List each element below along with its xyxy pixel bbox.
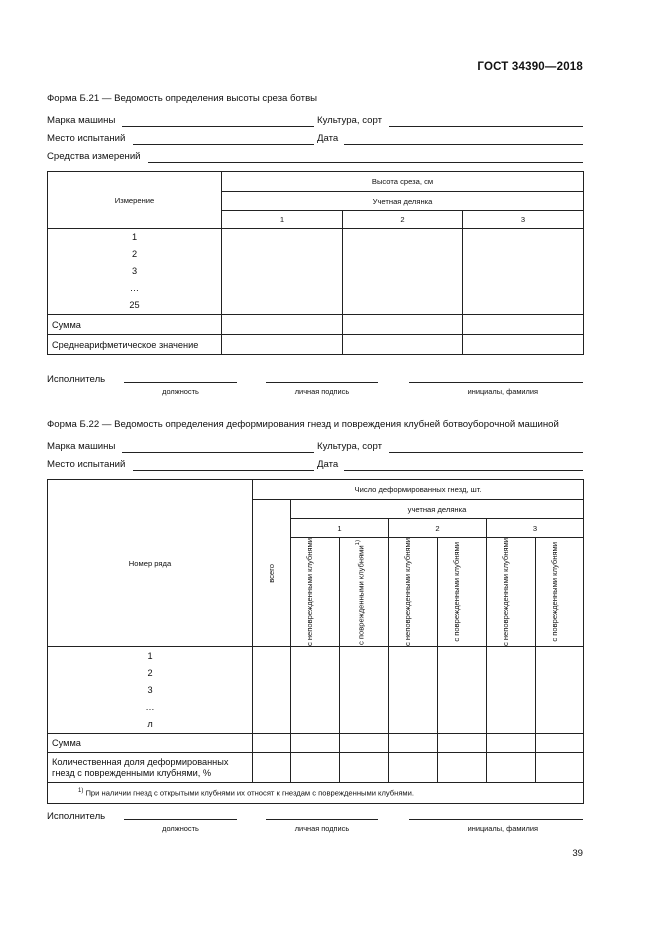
mean-row-label: Среднеарифметическое значение <box>48 335 222 355</box>
table-cell <box>487 647 536 734</box>
table-cell <box>253 734 291 753</box>
list-item: 1 <box>147 650 153 661</box>
table-cell <box>253 647 291 734</box>
instruments-line <box>148 162 583 163</box>
signature-line <box>266 382 378 383</box>
plot-2-header: 2 <box>389 519 487 538</box>
table-cell <box>343 229 463 315</box>
table-cell <box>463 315 584 335</box>
row-numbers <box>48 647 253 734</box>
machine-label: Марка машины <box>47 115 116 126</box>
table-cell <box>291 734 340 753</box>
signature-line <box>266 819 378 820</box>
table-cell <box>463 335 584 355</box>
list-item: 1 <box>131 232 138 242</box>
date-label: Дата <box>317 459 339 470</box>
damaged-header: с поврежденными клубнями <box>536 538 584 647</box>
table-cell <box>340 647 389 734</box>
table-cell <box>343 315 463 335</box>
form-21-table <box>47 171 584 355</box>
place-label: Место испытаний <box>47 133 126 144</box>
damaged-header: с поврежденными клубнями <box>438 538 487 647</box>
crop-label: Культура, сорт <box>317 115 382 126</box>
table-cell <box>536 734 584 753</box>
table-cell <box>487 753 536 783</box>
crop-label: Культура, сорт <box>317 441 382 452</box>
table-cell <box>389 734 438 753</box>
name-line <box>409 382 583 383</box>
machine-line <box>122 126 314 127</box>
plot-3-header: 3 <box>463 211 584 229</box>
share-row-label: Количественная доля деформированных гнезд с поврежденными клубнями, % <box>48 753 253 783</box>
sum-row-label: Сумма <box>48 315 222 335</box>
undamaged-header: с неповрежденными клубнями <box>389 538 438 647</box>
plot-header: учетная делянка <box>291 500 584 519</box>
table-cell <box>343 335 463 355</box>
list-item: 25 <box>129 300 140 310</box>
height-header: Высота среза, см <box>222 172 584 192</box>
list-item: 3 <box>131 266 138 276</box>
list-item: 2 <box>131 249 138 259</box>
plot-1-header: 1 <box>291 519 389 538</box>
table-cell <box>438 647 487 734</box>
date-line <box>344 144 583 145</box>
count-header: Число деформированных гнезд, шт. <box>253 480 584 500</box>
plot-3-header: 3 <box>487 519 584 538</box>
position-line <box>124 382 237 383</box>
measure-header: Измерение <box>48 172 222 229</box>
signature-caption: личная подпись <box>294 824 350 833</box>
table-cell <box>389 647 438 734</box>
place-line <box>133 144 314 145</box>
name-caption: инициалы, фамилия <box>467 387 538 396</box>
executor-label: Исполнитель <box>47 374 106 385</box>
position-line <box>124 819 237 820</box>
place-label: Место испытаний <box>47 459 126 470</box>
table-cell <box>536 647 584 734</box>
form-21-title: Форма Б.21 — Ведомость определения высоты среза ботвы <box>47 93 318 104</box>
form-22-title: Форма Б.22 — Ведомость определения деформирования гнезд и повреждения клубней ботвоуборочной машиной <box>47 419 559 430</box>
list-item: л <box>147 718 153 729</box>
date-line <box>344 470 583 471</box>
executor-label: Исполнитель <box>47 811 106 822</box>
machine-line <box>122 452 314 453</box>
table-cell <box>438 753 487 783</box>
plot-1-header: 1 <box>222 211 343 229</box>
list-item: 2 <box>147 667 153 678</box>
page-number: 39 <box>572 848 583 859</box>
damaged-header: с поврежденными клубнями$^{1)}$ <box>340 538 389 647</box>
place-line <box>133 470 314 471</box>
name-line <box>409 819 583 820</box>
list-item: … <box>129 283 140 293</box>
sum-row-label: Сумма <box>48 734 253 753</box>
table-cell <box>463 229 584 315</box>
document-code: ГОСТ 34390—2018 <box>477 61 583 73</box>
table-cell <box>438 734 487 753</box>
date-label: Дата <box>317 133 339 144</box>
plot-2-header: 2 <box>343 211 463 229</box>
undamaged-header: с неповрежденными клубнями <box>487 538 536 647</box>
signature-caption: личная подпись <box>294 387 350 396</box>
list-item: 3 <box>147 684 153 695</box>
machine-label: Марка машины <box>47 441 116 452</box>
table-cell <box>340 734 389 753</box>
table-cell <box>291 753 340 783</box>
table-cell <box>253 753 291 783</box>
table-cell <box>222 335 343 355</box>
table-cell <box>536 753 584 783</box>
plot-header: Учетная делянка <box>222 192 584 211</box>
crop-line <box>389 126 583 127</box>
table-cell <box>389 753 438 783</box>
table-cell <box>340 753 389 783</box>
measurement-numbers <box>48 229 222 315</box>
crop-line <box>389 452 583 453</box>
position-caption: должность <box>162 387 199 396</box>
row-number-header: Номер ряда <box>48 480 253 647</box>
form-22-table <box>47 479 584 804</box>
table-cell <box>222 229 343 315</box>
footnote: $^{1)}$ При наличии гнезд с открытыми клубнями их относят к гнездам с поврежденными клубнями. <box>48 783 584 804</box>
name-caption: инициалы, фамилия <box>467 824 538 833</box>
undamaged-header: с неповрежденными клубнями <box>291 538 340 647</box>
instruments-label: Средства измерений <box>47 151 141 162</box>
position-caption: должность <box>162 824 199 833</box>
table-cell <box>291 647 340 734</box>
table-cell <box>222 315 343 335</box>
total-header: всего <box>253 500 291 647</box>
list-item: … <box>145 701 155 712</box>
table-cell <box>487 734 536 753</box>
